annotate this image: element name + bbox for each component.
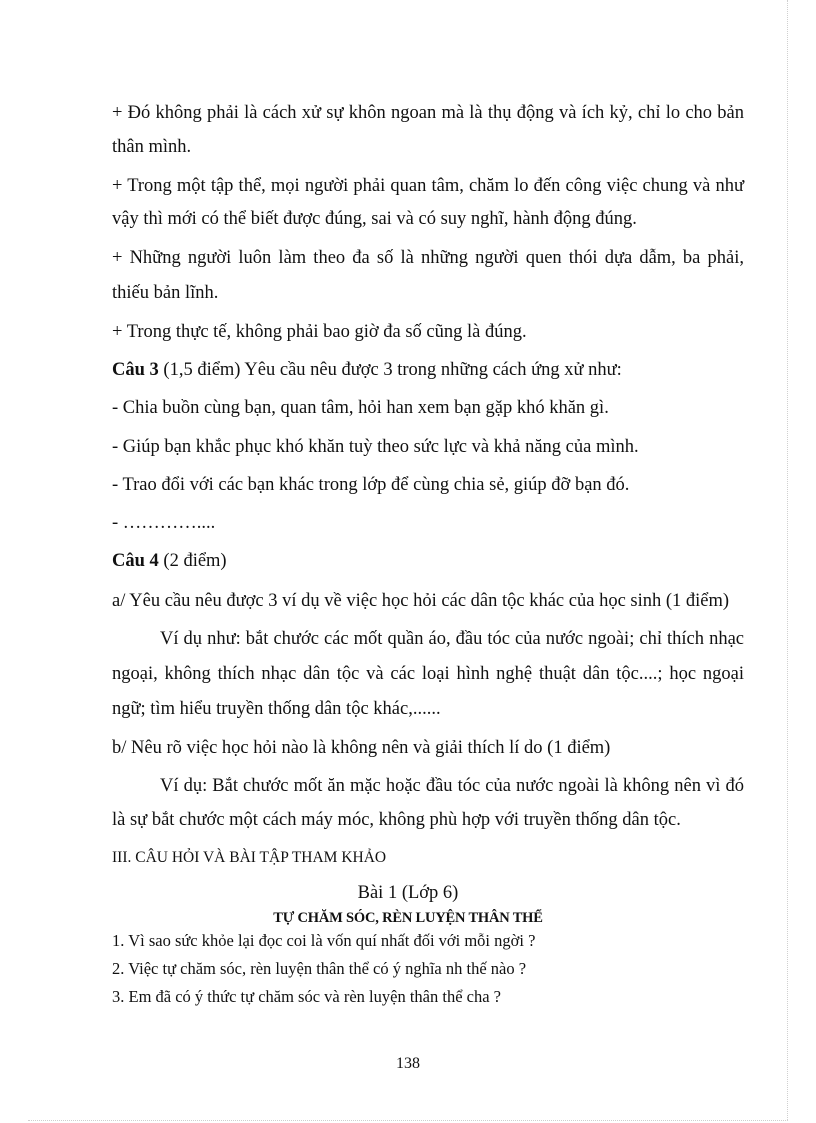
page-number: 138 xyxy=(396,1055,420,1072)
paragraph-line: b/ Nêu rõ việc học hỏi nào là không nên và giải thích lí do (1 điểm) xyxy=(112,738,611,758)
lesson-title: Bài 1 (Lớp 6) xyxy=(357,883,459,903)
paragraph-line: vậy thì mới có thể biết được đúng, sai và có suy nghĩ, hành động đúng. xyxy=(112,209,637,229)
question-item: 2. Việc tự chăm sóc, rèn luyện thân thể có ý nghĩa nh thế nào ? xyxy=(112,959,527,978)
question-text: (2 điểm) xyxy=(158,551,227,571)
list-item: - Chia buồn cùng bạn, quan tâm, hỏi han xem bạn gặp khó khăn gì. xyxy=(112,398,609,418)
question-label: Câu 3 xyxy=(112,360,159,380)
paragraph-line: Ví dụ: Bắt chước mốt ăn mặc hoặc đầu tóc của nước ngoài là không nên vì đó xyxy=(160,776,744,796)
paragraph-line: + Trong một tập thể, mọi người phải quan tâm, chăm lo đến công việc chung và như xyxy=(112,176,744,196)
paragraph-line: thiếu bản lĩnh. xyxy=(112,283,219,303)
paragraph-line: là sự bắt chước một cách máy móc, không phù hợp với truyền thống dân tộc. xyxy=(112,810,681,830)
question-item: 1. Vì sao sức khỏe lại đọc coi là vốn quí nhất đối với mỗi ngời ? xyxy=(112,931,536,950)
paragraph-line: a/ Yêu cầu nêu được 3 ví dụ về việc học hỏi các dân tộc khác của học sinh (1 điểm) xyxy=(112,591,730,611)
section-heading: III. CÂU HỎI VÀ BÀI TẬP THAM KHẢO xyxy=(112,849,387,866)
page-border-bottom xyxy=(28,1120,788,1121)
paragraph-line: + Đó không phải là cách xử sự khôn ngoan mà là thụ động và ích kỷ, chỉ lo cho bản xyxy=(112,103,744,123)
paragraph-line: + Những người luôn làm theo đa số là những người quen thói dựa dẫm, ba phải, xyxy=(112,248,744,268)
list-item: - ………….... xyxy=(112,513,216,533)
question-text: (1,5 điểm) Yêu cầu nêu được 3 trong những cách ứng xử như: xyxy=(158,360,622,380)
page-border-right xyxy=(787,0,788,1120)
question-4-line xyxy=(112,549,744,573)
paragraph-line: + Trong thực tế, không phải bao giờ đa số cũng là đúng. xyxy=(112,322,527,342)
paragraph-line: thân mình. xyxy=(112,137,192,157)
lesson-subtitle: TỰ CHĂM SÓC, RÈN LUYỆN THÂN THỂ xyxy=(273,910,543,926)
paragraph-line: ngoại, không thích nhạc dân tộc và các loại hình nghệ thuật dân tộc....; học ngoại xyxy=(112,664,744,684)
paragraph-line: ngữ; tìm hiểu truyền thống dân tộc khác,...... xyxy=(112,699,441,719)
question-label: Câu 4 xyxy=(112,551,159,571)
list-item: - Giúp bạn khắc phục khó khăn tuỳ theo sức lực và khả năng của mình. xyxy=(112,437,639,457)
paragraph-line: Ví dụ như: bắt chước các mốt quần áo, đầu tóc của nước ngoài; chỉ thích nhạc xyxy=(160,629,744,649)
question-item: 3. Em đã có ý thức tự chăm sóc và rèn luyện thân thể cha ? xyxy=(112,987,501,1006)
list-item: - Trao đổi với các bạn khác trong lớp để cùng chia sẻ, giúp đỡ bạn đó. xyxy=(112,475,630,495)
question-3-line xyxy=(112,358,744,382)
